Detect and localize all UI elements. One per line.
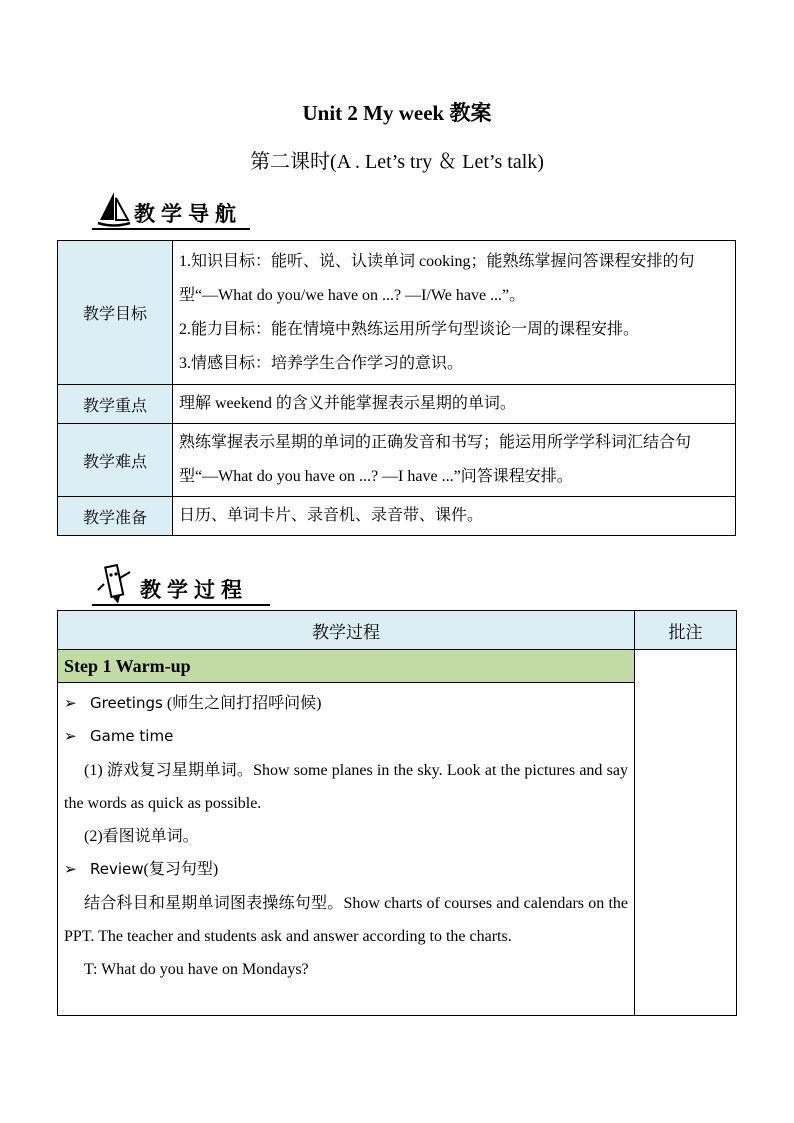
- section-title-process: 教学过程: [140, 578, 248, 602]
- arrow-bullet-icon: ➢: [64, 694, 77, 712]
- goal-line: 2.能力目标：能在情境中熟练运用所学句型谈论一周的课程安排。: [179, 320, 640, 338]
- bullet-term: Game time: [90, 727, 174, 746]
- bullet-term: Greetings: [90, 694, 163, 712]
- sailboat-icon: [96, 190, 132, 228]
- arrow-bullet-icon: ➢: [64, 860, 77, 879]
- row-label-key-points: 教学重点: [58, 385, 173, 424]
- row-content-preparation: 日历、单词卡片、录音机、录音带、课件。: [173, 497, 736, 536]
- section-title-guide: 教学导航: [134, 202, 242, 226]
- step-content: [58, 683, 635, 1016]
- objectives-table: [57, 240, 736, 536]
- list-item: [64, 720, 628, 753]
- notes-cell: [635, 650, 737, 1016]
- column-header-process: 教学过程: [58, 611, 635, 650]
- table-row: [58, 385, 736, 424]
- row-label-preparation: 教学准备: [58, 497, 173, 536]
- arrow-bullet-icon: ➢: [64, 727, 77, 746]
- row-content-difficulties: 熟练掌握表示星期的单词的正确发音和书写；能运用所学学科词汇结合句型“—What do you have on ...? —I have ...”问答课程安排。: [173, 424, 736, 497]
- row-content-goals: [173, 241, 736, 385]
- bullet-note: (复习句型): [143, 861, 219, 879]
- row-content-key-points: 理解 weekend 的含义并能掌握表示星期的单词。: [173, 385, 736, 424]
- paragraph: (2)看图说单词。: [84, 828, 199, 846]
- divider: [92, 604, 270, 606]
- list-item: [64, 853, 628, 886]
- bullet-term: Review: [90, 860, 144, 879]
- document-title: Unit 2 My week 教案: [302, 101, 492, 125]
- paragraph: 结合科目和星期单词图表操练句型。Show charts of courses and calendars on the PPT. The teacher and students ask and answer according to the charts.: [64, 894, 628, 946]
- table-header-row: [58, 611, 737, 650]
- paragraph: T: What do you have on Mondays?: [84, 961, 309, 979]
- document-subtitle: 第二课时(A . Let’s try ＆ Let’s talk): [250, 151, 544, 173]
- bullet-note: (师生之间打招呼问候): [162, 695, 322, 712]
- list-item: [64, 687, 628, 720]
- section-header-guide: [92, 190, 250, 230]
- step-title: Step 1 Warm-up: [58, 650, 635, 683]
- table-row: [58, 424, 736, 497]
- row-label-difficulties: 教学难点: [58, 424, 173, 497]
- process-table: [57, 610, 737, 1016]
- section-header-process: [92, 560, 270, 606]
- goal-line: 1.知识目标：能听、说、认读单词 cooking；能熟练掌握问答课程安排的句型“—What do you/we have on ...? —I/We have ...”。: [179, 252, 695, 304]
- row-label-goals: 教学目标: [58, 241, 173, 385]
- table-row: [58, 650, 737, 683]
- paragraph: (1) 游戏复习星期单词。Show some planes in the sky. Look at the pictures and say the words as quick as possible.: [64, 761, 628, 812]
- divider: [92, 228, 250, 230]
- table-row: [58, 497, 736, 536]
- goal-line: 3.情感目标：培养学生合作学习的意识。: [179, 354, 464, 372]
- table-row: [58, 241, 736, 385]
- pencil-figure-icon: [94, 560, 134, 604]
- column-header-notes: 批注: [635, 611, 737, 650]
